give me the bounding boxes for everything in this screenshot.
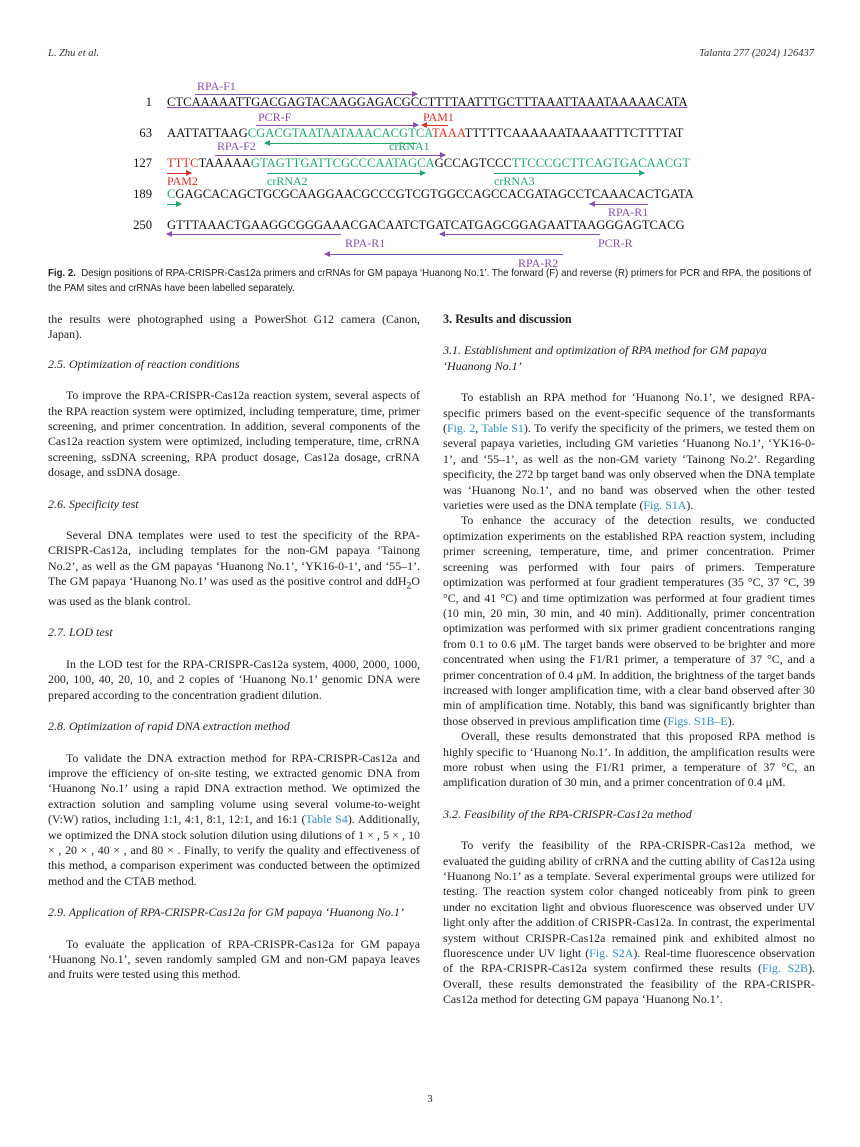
text: , bbox=[475, 421, 482, 436]
section-heading-2-7: 2.7. LOD test bbox=[48, 625, 113, 640]
label-rpa-r1: RPA-R1 bbox=[608, 205, 649, 219]
paragraph: To evaluate the application of RPA-CRISPR-Cas12a for GM papaya ‘Huanong No.1’, seven randomly sampled GM and non-GM papaya leaves and fruits were tested using this method. bbox=[48, 936, 420, 982]
label-rpa-r2: RPA-R2 bbox=[518, 256, 559, 270]
label-crrna1: crRNA1 bbox=[389, 139, 430, 153]
link-table-s1[interactable]: Table S1 bbox=[481, 421, 524, 436]
left-column bbox=[48, 312, 420, 983]
label-pam1: PAM1 bbox=[423, 110, 454, 124]
section-heading-2-9: 2.9. Application of RPA-CRISPR-Cas12a for GM papaya ‘Huanong No.1’ bbox=[48, 905, 404, 920]
paragraph: To improve the RPA-CRISPR-Cas12a reaction system, several aspects of the RPA reaction system were optimized, including temperature, time, primer screening, and primer concentration. In addition, several components of the Cas12a reaction system were optimized, including temperature, time, crRNA screening, ssDNA screening, RPA product dosage, Cas12a dosage, crRNA dosage, and ssDNA dosage. bbox=[48, 388, 420, 480]
caption-label: Fig. 2. bbox=[48, 268, 76, 279]
link-fig-s1a[interactable]: Fig. S1A bbox=[643, 498, 687, 513]
text: ). bbox=[727, 713, 735, 728]
text: ). Real-time fluorescence observation of the RPA-CRISPR-Cas12a system confirmed these results ( bbox=[443, 946, 815, 976]
seq-num: 250 bbox=[133, 218, 152, 232]
seq-segment-pam2: TTTC bbox=[167, 156, 199, 170]
text: To enhance the accuracy of the detection results, we conducted optimization experiments on the established RPA reaction system, including primer screening, temperature, time, and primer concentration. Primer screening was performed with four pairs of primers. Temperature optimization was performed at four gradient temperatures (35 °C, 37 °C, 39 °C, and 41 °C) and time optimization was performed at four gradient times (10 min, 20 min, 30 min, and 40 min). Additionally, primer concentration optimization was performed with six primer gradient concentrations ranging from 0.1 to 0.6 μM. The target bands were observed to be brighter and more concentrated when using the F1/R1 primer, a temperature of 37 °C, and a primer concentration of 0.4 μM. In addition, the brightness of the target bands increased with longer amplification time, with a clear band observed after 30 min of amplification time. Notably, this band was significantly brighter than those observed in previous amplification time ( bbox=[443, 513, 815, 728]
paragraph bbox=[443, 390, 815, 513]
section-heading-3-2: 3.2. Feasibility of the RPA-CRISPR-Cas12a method bbox=[443, 806, 692, 821]
text: ). bbox=[686, 498, 694, 513]
caption-text: Design positions of RPA-CRISPR-Cas12a primers and crRNAs for GM papaya ‘Huanong No.1’. The forward (F) and reverse (R) primers for PCR and RPA, the positions of the PAM sites and crRNAs have been labelled separately. bbox=[48, 268, 812, 294]
text: ). Additionally, we optimized the DNA stock solution dilution using dilutions of 1 × , 5 × , 10 × , 20 × , 40 × , and 80 × . Finally, to verify the quality and effectiveness of this method, a comparison experiment was conducted between the optimized method and the CTAB method. bbox=[48, 812, 420, 888]
seq-segment: AATTATTAAG bbox=[167, 126, 248, 140]
seq-num: 189 bbox=[133, 187, 152, 201]
seq-row-1: CTCAAAAATTGACGAGTACAAGGAGACGCCTTTTAATTTGCTTTAAATTAAATAAAAACATA bbox=[167, 95, 688, 109]
section-heading-3-1: 3.1. Establishment and optimization of RPA method for GM papaya ‘Huanong No.1’ bbox=[443, 343, 767, 373]
link-figs-s1b-e[interactable]: Figs. S1B–E bbox=[667, 713, 728, 728]
link-fig-2[interactable]: Fig. 2 bbox=[446, 421, 476, 436]
paragraph: Overall, these results demonstrated that this proposed RPA method is highly specific to ‘Huanong No.1’. In addition, the amplification results were more robust when using the F1/R1 primer, a temperature of 37 °C, an amplification duration of 30 min, and a primer concentration of 0.4 μM. bbox=[443, 729, 815, 790]
seq-segment-crrna2: GTAGTTGATTCGCCCAATAGCA bbox=[250, 156, 435, 170]
text: Several DNA templates were used to test the specificity of the RPA-CRISPR-Cas12a, including templates for the non-GM papaya ‘Tainong No.2’, as well as the GM papayas ‘Huanong No.1’, ‘YK16-0-1’, and ‘55–1’. The GM papaya ‘Huanong No.1’ was used as the positive control and ddH bbox=[48, 528, 420, 589]
section-heading-3: 3. Results and discussion bbox=[443, 312, 572, 326]
paragraph bbox=[443, 513, 815, 729]
seq-segment-pam1: TAAA bbox=[431, 126, 465, 140]
seq-row-189 bbox=[167, 187, 694, 202]
link-table-s4[interactable]: Table S4 bbox=[305, 812, 348, 827]
arrow-crrna3-end bbox=[167, 204, 181, 205]
paragraph bbox=[443, 838, 815, 1007]
subscript: 2 bbox=[406, 580, 412, 592]
text: ). Overall, these results demonstrated the feasibility of the RPA-CRISPR-Cas12a method for detecting GM papaya ‘Huanong No.1’. bbox=[443, 961, 815, 1007]
label-pcr-f: PCR-F bbox=[258, 110, 292, 124]
seq-num: 1 bbox=[145, 95, 152, 109]
paragraph bbox=[48, 751, 420, 890]
page-number: 3 bbox=[427, 1094, 433, 1105]
text: To validate the DNA extraction method for RPA-CRISPR-Cas12a and improve the efficiency of on-site testing, we extracted genomic DNA from ‘Huanong No.1’ using a rapid DNA extraction method. We optimized the extraction solution and sampling volume using several volume-to-weight (V:W) ratios, including 1:1, 4:1, 8:1, 12:1, and 16:1 ( bbox=[48, 750, 420, 827]
label-rpa-f2: RPA-F2 bbox=[217, 139, 256, 153]
link-fig-s2a[interactable]: Fig. S2A bbox=[589, 946, 634, 961]
figure-caption bbox=[48, 266, 818, 296]
text: ). To verify the specificity of the primers, we tested them on several papaya varieties, including GM varieties ‘Huanong No.1’, ‘YK16-0-1’, and ‘55–1’, as well as the non-GM variety ‘Tainong No.2’. Regarding specificity, the 272 bp target band was only observed when the DNA template was ‘Huanong No.1’, and no band was observed when the other tested varieties were used as the DNA template ( bbox=[443, 421, 815, 513]
seq-row-250: GTTTAAACTGAAGGCGGGAAACGACAATCTGATCATGAGCGGAGAATTAAGGGAGTCACG bbox=[167, 218, 685, 232]
running-head-authors: L. Zhu et al. bbox=[48, 48, 100, 59]
seq-segment-crrna1: CGACGTAATAATAAACACGTCA bbox=[247, 126, 432, 140]
arrow-rpa-r1 bbox=[167, 234, 341, 235]
section-heading-2-8: 2.8. Optimization of rapid DNA extraction method bbox=[48, 719, 290, 734]
right-column bbox=[443, 312, 815, 1008]
label-pam2: PAM2 bbox=[167, 174, 198, 188]
label-pcr-r: PCR-R bbox=[598, 236, 633, 250]
seq-row-127 bbox=[167, 156, 690, 171]
seq-segment-crrna3-end: C bbox=[167, 187, 176, 201]
label-crrna3: crRNA3 bbox=[494, 174, 535, 188]
text: O was used as the blank control. bbox=[48, 574, 420, 609]
seq-num: 63 bbox=[139, 126, 152, 140]
text: To verify the feasibility of the RPA-CRISPR-Cas12a method, we evaluated the guiding ability of crRNA and the cutting ability of Cas12a using ‘Huanong No.1’ as a template. Several experimental groups were utilized for testing. The reaction system color changed noticeably from pink to green under no excitation light and obvious fluorescence was observed under UV light only after the addition of CRISPR-Cas12a. In contrast, the experimental system without CRISPR-Cas12a remained pink and exhibited almost no fluorescence under UV light ( bbox=[443, 838, 815, 961]
arrow-pcr-r bbox=[440, 234, 600, 235]
label-crrna2: crRNA2 bbox=[267, 174, 308, 188]
label-rpa-r1: RPA-R1 bbox=[345, 236, 386, 250]
seq-segment-crrna3: TTCCCGCTTCAGTGACAACGT bbox=[511, 156, 690, 170]
section-heading-2-6: 2.6. Specificity test bbox=[48, 496, 139, 511]
paragraph: In the LOD test for the RPA-CRISPR-Cas12a system, 4000, 2000, 1000, 200, 100, 40, 20, 10, and 2 copies of ‘Huanong No.1’ genomic DNA were prepared according to the concentration gradient dilution. bbox=[48, 656, 420, 702]
seq-num: 127 bbox=[133, 156, 152, 170]
text: To establish an RPA method for ‘Huanong No.1’, we designed RPA-specific primers based on the event-specific sequence of the transformants ( bbox=[443, 390, 815, 436]
seq-segment: GCCAGTCCC bbox=[434, 156, 512, 170]
paragraph bbox=[48, 528, 420, 609]
arrow-rpa-r2 bbox=[325, 254, 563, 255]
label-rpa-f1: RPA-F1 bbox=[197, 79, 236, 93]
paragraph: the results were photographed using a PowerShot G12 camera (Canon, Japan). bbox=[48, 312, 420, 342]
running-head-journal: Talanta 277 (2024) 126437 bbox=[699, 48, 814, 59]
section-heading-2-5: 2.5. Optimization of reaction conditions bbox=[48, 356, 240, 371]
seq-segment: GAGCACAGCTGCGCAAGGAACGCCCGTCGTGGCCAGCCACGATAGCCTCAAACACTGATA bbox=[175, 187, 694, 201]
link-fig-s2b[interactable]: Fig. S2B bbox=[761, 961, 809, 976]
figure-2-sequence-map bbox=[133, 76, 740, 270]
seq-segment: TAAAAA bbox=[198, 156, 251, 170]
seq-segment: TTTTTCAAAAAATAAAATTTCTTTTAT bbox=[464, 126, 684, 140]
